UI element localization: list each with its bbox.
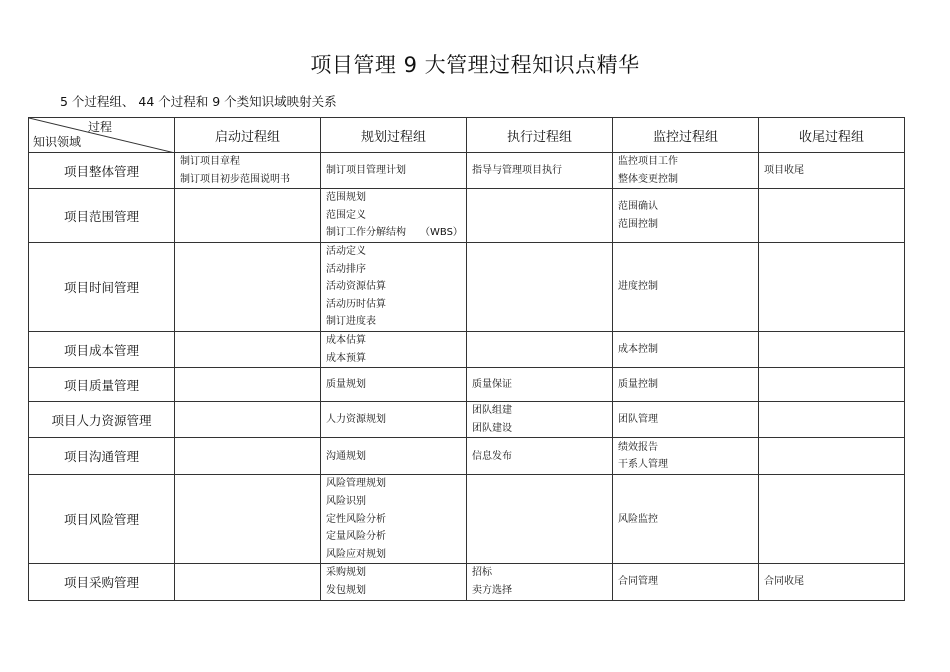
knowledge-area-cell: 项目沟通管理 [29,438,175,475]
wbs-abbreviation: （WBS） [420,227,463,239]
process-name: 信息发布 [472,450,512,462]
process-cell-initiating [175,402,321,438]
table-row [29,438,905,475]
process-cell-closing [759,475,905,564]
process-name: 范围定义 [326,209,366,221]
process-name: 绩效报告 [618,441,658,453]
process-item [618,216,758,234]
process-item [326,546,466,564]
process-name: 活动排序 [326,263,366,275]
process-item [180,171,320,189]
process-name: 活动历时估算 [326,298,386,310]
process-name: 范围规划 [326,192,366,204]
process-item [618,511,758,529]
process-item [472,376,612,394]
process-name: 监控项目工作 [618,156,678,167]
process-cell-monitoring [613,564,759,600]
process-name: 定量风险分析 [326,531,386,543]
process-name: 合同收尾 [764,576,804,588]
process-name: 定性风险分析 [326,513,386,525]
process-cell-initiating [175,368,321,402]
process-cell-initiating [175,331,321,367]
process-cell-closing [759,368,905,402]
process-cell-planning [321,368,467,402]
process-item [326,564,466,582]
process-item [472,402,612,420]
process-item [326,243,466,261]
process-cell-closing [759,189,905,243]
process-name: 活动定义 [326,245,366,257]
process-name: 指导与管理项目执行 [472,164,562,176]
process-cell-closing [759,402,905,438]
knowledge-area-cell: 项目成本管理 [29,331,175,367]
knowledge-area-cell: 项目采购管理 [29,564,175,600]
process-cell-executing [467,242,613,331]
process-name: 制订项目管理计划 [326,164,406,176]
process-item [326,582,466,600]
process-item [618,573,758,591]
process-cell-initiating [175,438,321,475]
process-item [764,162,904,180]
process-item [326,475,466,493]
process-item [326,162,466,180]
process-item [618,198,758,216]
process-cell-initiating [175,153,321,189]
process-cell-monitoring [613,438,759,475]
process-item [618,278,758,296]
process-cell-initiating [175,189,321,243]
process-cell-closing [759,242,905,331]
process-name: 采购规划 [326,567,366,579]
process-cell-planning [321,402,467,438]
process-item [618,341,758,359]
process-cell-closing [759,438,905,475]
column-header-monitoring: 监控过程组 [613,118,759,153]
process-item [326,511,466,529]
process-item [326,528,466,546]
header-row [29,118,905,153]
process-cell-planning [321,438,467,475]
process-name: 项目收尾 [764,164,804,176]
process-name: 质量保证 [472,378,512,390]
table-row [29,189,905,243]
process-cell-planning [321,189,467,243]
process-item [618,153,758,171]
process-item [326,332,466,350]
process-item [326,261,466,279]
process-name: 制订项目初步范围说明书 [180,173,290,185]
process-item [618,456,758,474]
process-cell-executing [467,564,613,600]
process-name: 风险监控 [618,513,658,525]
process-cell-monitoring [613,189,759,243]
page-title: 项目管理 9 大管理过程知识点精华 [310,53,640,77]
process-item [472,564,612,582]
process-cell-executing [467,475,613,564]
process-cell-monitoring [613,331,759,367]
process-name: 发包规划 [326,584,366,596]
process-cell-monitoring [613,475,759,564]
column-header-closing: 收尾过程组 [759,118,905,153]
process-cell-closing [759,564,905,600]
column-header-planning: 规划过程组 [321,118,467,153]
process-cell-closing [759,153,905,189]
process-cell-executing [467,153,613,189]
process-name: 范围确认 [618,200,658,212]
process-cell-planning [321,564,467,600]
process-name: 制订进度表 [326,316,376,328]
process-cell-executing [467,402,613,438]
process-cell-planning [321,331,467,367]
process-name: 活动资源估算 [326,281,386,293]
process-cell-monitoring [613,153,759,189]
process-name: 团队管理 [618,413,658,425]
process-item [618,439,758,457]
process-name: 质量控制 [618,378,658,390]
process-cell-closing [759,331,905,367]
process-name: 成本控制 [618,343,658,355]
process-name: 风险应对规划 [326,548,386,560]
process-name: 风险识别 [326,495,366,507]
corner-header-cell [29,118,175,153]
process-name: 制订工作分解结构 [326,227,406,239]
process-item [326,493,466,511]
knowledge-area-cell: 项目范围管理 [29,189,175,243]
process-item [618,376,758,394]
process-name: 整体变更控制 [618,173,678,185]
knowledge-area-cell: 项目人力资源管理 [29,402,175,438]
process-cell-planning [321,475,467,564]
process-item [326,313,466,331]
process-cell-monitoring [613,368,759,402]
process-name: 团队建设 [472,422,512,434]
process-cell-planning [321,242,467,331]
process-name: 风险管理规划 [326,478,386,490]
process-cell-initiating [175,564,321,600]
process-mapping-table [28,117,905,601]
table-row [29,564,905,600]
process-item [326,224,466,242]
process-item [326,207,466,225]
process-item [326,448,466,466]
page-subtitle: 5 个过程组、 44 个过程和 9 个类知识域映射关系 [60,94,337,109]
process-cell-executing [467,331,613,367]
process-item [472,448,612,466]
process-name: 质量规划 [326,378,366,390]
knowledge-area-cell: 项目整体管理 [29,153,175,189]
process-name: 进度控制 [618,281,658,293]
process-cell-planning [321,153,467,189]
process-name: 招标 [472,567,492,579]
table-row [29,242,905,331]
process-name: 人力资源规划 [326,413,386,425]
table-row [29,475,905,564]
knowledge-area-cell: 项目风险管理 [29,475,175,564]
table-row [29,331,905,367]
table-row [29,153,905,189]
knowledge-area-cell: 项目时间管理 [29,242,175,331]
corner-label-knowledge-area: 知识领域 [33,135,82,149]
table-row [29,368,905,402]
process-item [618,411,758,429]
process-cell-monitoring [613,402,759,438]
process-item [472,582,612,600]
process-name: 团队组建 [472,405,512,417]
process-item [326,350,466,368]
process-cell-monitoring [613,242,759,331]
process-item [618,171,758,189]
column-header-initiating: 启动过程组 [175,118,321,153]
process-item [326,296,466,314]
process-item [472,162,612,180]
process-name: 成本预算 [326,352,366,364]
table-row [29,402,905,438]
process-item [326,189,466,207]
process-cell-initiating [175,475,321,564]
process-name: 合同管理 [618,576,658,588]
process-cell-initiating [175,242,321,331]
knowledge-area-cell: 项目质量管理 [29,368,175,402]
process-name: 成本估算 [326,334,366,346]
process-name: 制订项目章程 [180,156,240,167]
process-cell-executing [467,189,613,243]
process-item [180,153,320,171]
process-name: 干系人管理 [618,459,668,471]
process-item [326,278,466,296]
corner-label-process: 过程 [87,120,112,134]
column-header-executing: 执行过程组 [467,118,613,153]
process-item [764,573,904,591]
process-item [472,420,612,438]
process-item [326,376,466,394]
process-name: 卖方选择 [472,584,512,596]
process-cell-executing [467,438,613,475]
process-cell-executing [467,368,613,402]
process-item [326,411,466,429]
process-name: 沟通规划 [326,450,366,462]
process-name: 范围控制 [618,218,658,230]
